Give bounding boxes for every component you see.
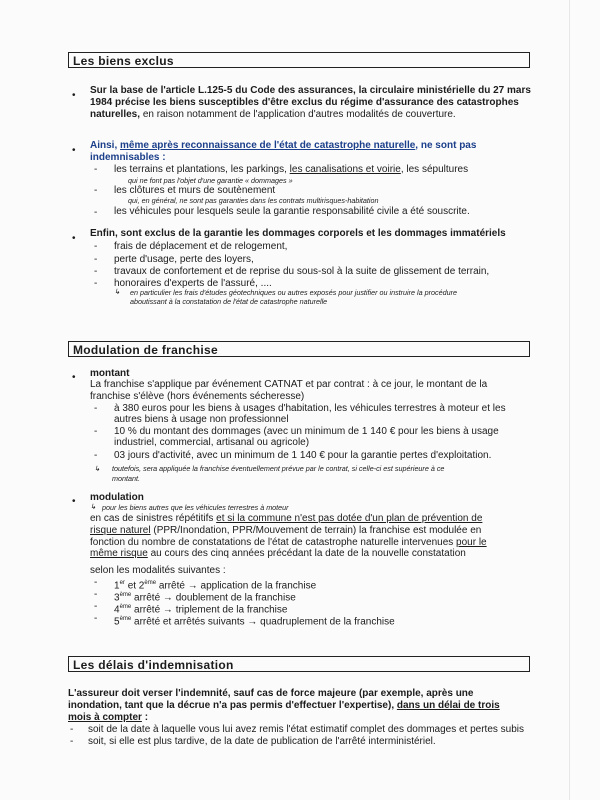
dash-icon: - (70, 724, 74, 735)
list-item: 1er et 2ème arrêté → application de la franchise (114, 580, 317, 592)
dash-icon: - (94, 426, 98, 437)
paragraph-delais: inondation, tant que la décrue n'a pas permis d'effectuer l'expertise), dans un délai de trois (68, 700, 500, 711)
note: pour les biens autres que les véhicules terrestres à moteur (102, 503, 289, 512)
dash-icon: - (94, 613, 98, 624)
list-item: perte d'usage, perte des loyers, (114, 254, 254, 265)
dash-icon: - (70, 736, 74, 747)
subheading-modulation: modulation (90, 492, 144, 503)
bullet-icon: • (72, 145, 76, 156)
dash-icon: - (94, 241, 98, 252)
paragraph-delais: L'assureur doit verser l'indemnité, sauf cas de force majeure (par exemple, après une (68, 688, 474, 699)
dash-icon: - (94, 403, 98, 414)
list-item: les clôtures et murs de soutènement (114, 185, 276, 196)
dash-icon: - (94, 266, 98, 277)
list-item: frais de déplacement et de relogement, (114, 241, 288, 252)
dash-icon: - (94, 254, 98, 265)
paragraph: selon les modalités suivantes : (90, 565, 226, 576)
list-item: autres biens à usage non professionnel (114, 414, 289, 425)
bullet-icon: • (72, 496, 76, 507)
list-item: soit, si elle est plus tardive, de la date de publication de l'arrêté interministériel. (88, 736, 436, 747)
list-item: à 380 euros pour les biens à usages d'habitation, les véhicules terrestres à moteur et les (114, 403, 506, 414)
dash-icon: - (94, 164, 98, 175)
dash-icon: - (94, 601, 98, 612)
list-item: 3ème arrêté → doublement de la franchise (114, 592, 296, 604)
dash-icon: - (94, 589, 98, 600)
paragraph: franchise s'élève (hors événements sécheresse) (90, 391, 305, 402)
page-edge-shadow (569, 0, 570, 800)
dash-icon: - (94, 185, 98, 196)
subheading-montant: montant (90, 368, 130, 379)
list-item: 03 jours d'activité, avec un minimum de 1 140 € pour la garantie pertes d'exploitation. (114, 450, 492, 461)
list-item: industriel, commercial, artisanal ou agricole) (114, 437, 310, 448)
paragraph: risque naturel (PPR/Inondation, PPR/Mouvement de terrain) la franchise est modulée en (90, 525, 482, 536)
paragraph: fonction du nombre de constatations de l'état de catastrophe naturelle intervenues pour le (90, 537, 487, 548)
arrow-return-icon: ↳ (90, 502, 97, 511)
list-item: honoraires d'experts de l'assuré, .... (114, 278, 272, 289)
paragraph: en cas de sinistres répétitifs et si la commune n'est pas dotée d'un plan de prévention de (90, 513, 483, 524)
dash-icon: - (94, 577, 98, 588)
arrow-return-icon: ↳ (94, 464, 101, 473)
note: toutefois, sera appliquée la franchise éventuellement prévue par le contrat, si celle-ci est supérieure à ce (112, 464, 445, 473)
paragraph-delais: mois à compter : (68, 712, 149, 723)
list-item: les terrains et plantations, les parkings, les canalisations et voirie, les sépultures (114, 164, 469, 175)
list-item: soit de la date à laquelle vous lui avez remis l'état estimatif complet des dommages et pertes subis (88, 724, 525, 735)
list-item: travaux de confortement et de reprise du sous-sol à la suite de glissement de terrain, (114, 266, 490, 277)
list-item: les véhicules pour lesquels seule la garantie responsabilité civile a été souscrite. (114, 206, 470, 217)
section-title: Les biens exclus (73, 54, 174, 68)
list-item: 4ème arrêté → triplement de la franchise (114, 604, 288, 616)
section-header-biens-exclus (68, 52, 530, 68)
bullet-icon: • (72, 372, 76, 383)
paragraph: La franchise s'applique par événement CATNAT et par contrat : à ce jour, le montant de la (90, 379, 488, 390)
paragraph-enfin: Enfin, sont exclus de la garantie les dommages corporels et les dommages immatériels (90, 228, 506, 239)
dash-icon: - (94, 207, 98, 218)
note: en particulier les frais d'études géotechniques ou autres exposés pour justifier ou instruire la procédure (130, 288, 457, 297)
bullet-icon: • (72, 233, 76, 244)
section-header-modulation (68, 341, 530, 357)
section-title: Modulation de franchise (73, 343, 218, 357)
note: aboutissant à la constatation de l'état de catastrophe naturelle (130, 297, 328, 306)
note: montant. (112, 474, 140, 483)
section-title: Les délais d'indemnisation (73, 658, 234, 672)
paragraph-base-article: Sur la base de l'article L.125-5 du Code des assurances, la circulaire ministérielle du 27 mars 1984 précise les biens susceptibles d'être exclus du régime d'assurance des catastrophes naturelles, en raison notamment de l'application d'autres modalités de couverture. (90, 85, 531, 120)
dash-icon: - (94, 450, 98, 461)
bullet-icon: • (72, 90, 76, 101)
list-item: 5ème arrêté et arrêtés suivants → quadruplement de la franchise (114, 616, 395, 628)
section-header-delais (68, 656, 530, 672)
dash-icon: - (94, 278, 98, 289)
list-item: 10 % du montant des dommages (avec un minimum de 1 140 € pour les biens à usage (114, 426, 499, 437)
note: qui ne font pas l'objet d'une garantie « dommages » (128, 176, 293, 185)
paragraph: même risque au cours des cinq années précédant la date de la nouvelle constatation (90, 548, 466, 559)
note: qui, en général, ne sont pas garanties dans les contrats multirisques-habitation (128, 196, 379, 205)
paragraph-ainsi: Ainsi, même après reconnaissance de l'état de catastrophe naturelle, ne sont pas indemnisables : (90, 140, 477, 163)
arrow-return-icon: ↳ (114, 287, 121, 296)
